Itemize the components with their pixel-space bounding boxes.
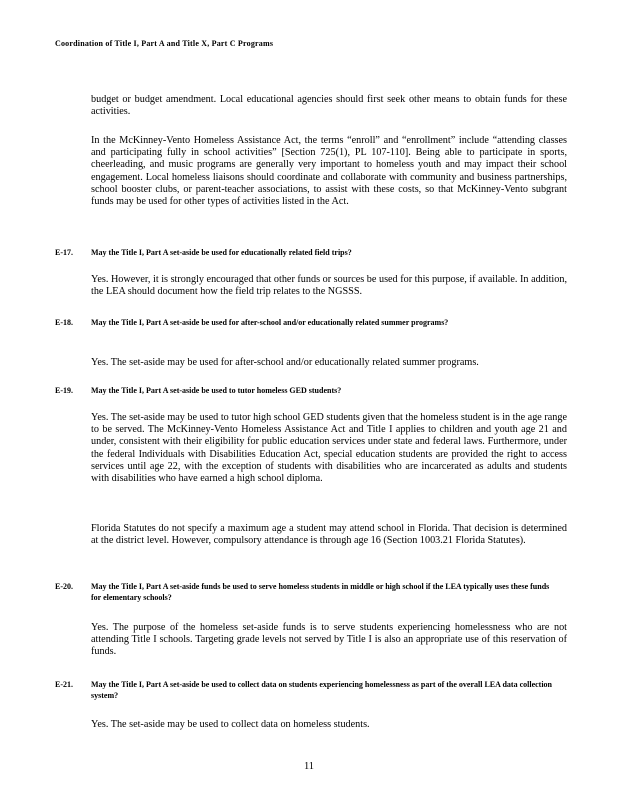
- answer-paragraph: Yes. However, it is strongly encouraged that other funds or sources be used for this purpose, if available. In addition, the LEA should document how the field trip relates to the NGSSS.: [91, 274, 567, 298]
- intro-paragraph-2: In the McKinney-Vento Homeless Assistance Act, the terms “enroll” and “enrollment” include “attending classes and participating fully in school activities” [Section 725(1), PL 107-110]. Being able to participate in sports, cheerleading, and music programs are generally very important to homeless youth and may impact their school engagement. Local homeless liaisons should coordinate and collaborate with community and business partnerships, school booster clubs, or parent-teacher associations, to assist with these costs, so that McKinney-Vento subgrant funds may be used for other types of activities listed in the Act.: [91, 135, 567, 208]
- page-number: 11: [303, 761, 315, 772]
- question-text: May the Title I, Part A set-aside be used to collect data on students experiencing homelessness as part of the overall LEA data collection system?: [91, 680, 553, 700]
- question-number: E-17.: [55, 248, 73, 257]
- answer-paragraph: Florida Statutes do not specify a maximum age a student may attend school in Florida. That decision is determined at the district level. However, compulsory attendance is through age 16 (Section 1003.21 Florida Statutes).: [91, 523, 567, 547]
- question-text: May the Title I, Part A set-aside be used for educationally related field trips?: [91, 248, 352, 257]
- question-number: E-18.: [55, 318, 73, 327]
- running-header: Coordination of Title I, Part A and Title X, Part C Programs: [55, 39, 274, 48]
- answer-paragraph: Yes. The set-aside may be used to collect data on homeless students.: [91, 719, 370, 730]
- question-number: E-21.: [55, 680, 73, 689]
- answer-paragraph: Yes. The set-aside may be used for after-school and/or educationally related summer programs.: [91, 357, 479, 368]
- question-number: E-19.: [55, 386, 73, 395]
- question-text: May the Title I, Part A set-aside be used to tutor homeless GED students?: [91, 386, 342, 395]
- question-number: E-20.: [55, 582, 73, 591]
- answer-paragraph: Yes. The purpose of the homeless set-aside funds is to serve students experiencing homelessness who are not attending Title I schools. Targeting grade levels not served by Title I is also an appropriate use of this reservation of funds.: [91, 622, 567, 658]
- question-text: May the Title I, Part A set-aside be used for after-school and/or educationally related summer programs?: [91, 318, 449, 327]
- intro-paragraph-1: budget or budget amendment. Local educational agencies should first seek other means to obtain funds for these activities.: [91, 94, 567, 118]
- answer-paragraph: Yes. The set-aside may be used to tutor high school GED students given that the homeless student is in the age range to be served. The McKinney-Vento Homeless Assistance Act and Title I applies to children and youth age 21 and under, consistent with their eligibility for public education services under state and federal laws. Furthermore, under the federal Individuals with Disabilities Education Act, special education students are provided the right to access services until age 22, with the exception of students with disabilities who are incarcerated as adults and students with disabilities who have earned a high school diploma.: [91, 412, 567, 485]
- question-text: May the Title I, Part A set-aside funds be used to serve homeless students in middle or high school if the LEA typically uses these funds for elementary schools?: [91, 582, 550, 602]
